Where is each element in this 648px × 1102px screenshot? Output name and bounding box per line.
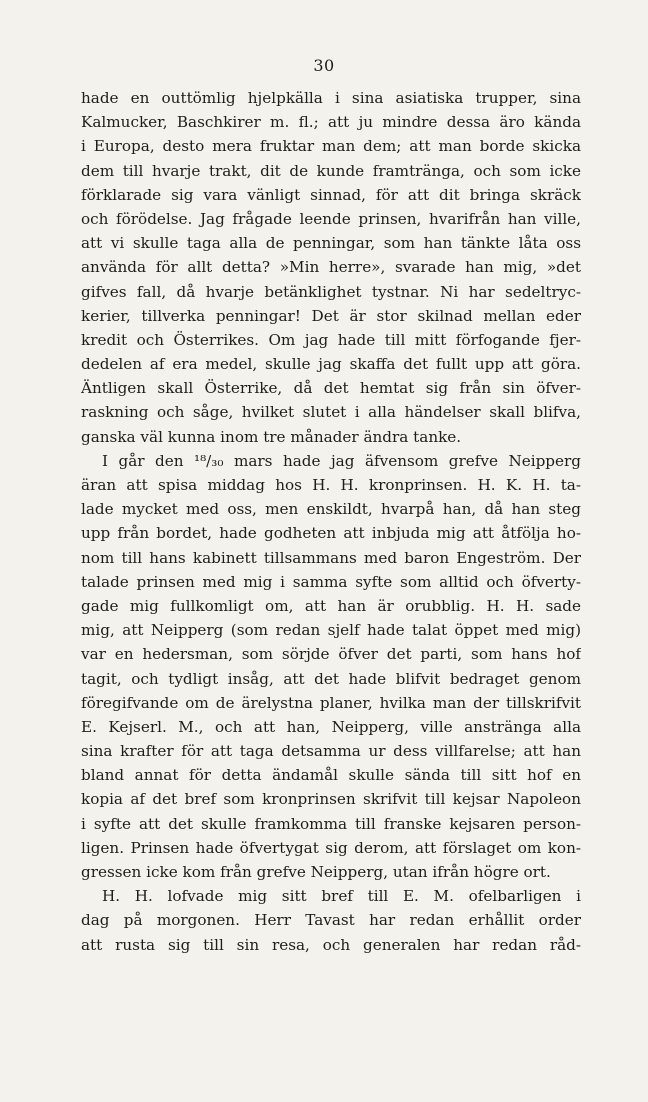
text-line: hade en outtömlig hjelpkälla i sina asiatiska trupper, sina	[81, 89, 581, 107]
text-line: dag på morgonen. Herr Tavast har redan erhållit order	[81, 911, 581, 930]
text-line: Äntligen skall Österrike, då det hemtat sig från sin öfver-	[81, 379, 581, 398]
text-line: E. Kejserl. M., och att han, Neipperg, ville anstränga alla	[81, 717, 581, 736]
text-line: talade prinsen med mig i samma syfte som alltid och öfverty-	[81, 572, 581, 591]
text-line: kopia af det bref som kronprinsen skrifvit till kejsar Napoleon	[81, 790, 581, 809]
text-line: raskning och såge, hvilket slutet i alla händelser skall blifva,	[81, 403, 581, 422]
text-line: mig, att Neipperg (som redan sjelf hade talat öppet med mig)	[81, 621, 581, 640]
page-number: 30	[313, 56, 335, 75]
text-line: att rusta sig till sin resa, och generalen har redan råd-	[81, 935, 581, 954]
text-line: att vi skulle taga alla de penningar, som han tänkte låta oss	[81, 234, 581, 253]
text-line: upp från bordet, hade godheten att inbjuda mig att åtfölja ho-	[81, 524, 581, 543]
text-line: äran att spisa middag hos H. H. kronprinsen. H. K. H. ta-	[81, 476, 581, 494]
text-line: ganska väl kunna inom tre månader ändra tanke.	[81, 427, 462, 446]
body-text	[81, 86, 581, 957]
text-line: tagit, och tydligt insåg, att det hade blifvit bedraget genom	[81, 669, 581, 688]
text-line: kredit och Österrikes. Om jag hade till mitt förfogande fjer-	[81, 330, 581, 349]
text-line: gifves fall, då hvarje betänklighet tystnar. Ni har sedeltryc-	[81, 282, 581, 301]
text-line: lade mycket med oss, men enskildt, hvarpå han, då han steg	[81, 500, 581, 519]
text-line: nom till hans kabinett tillsammans med baron Engeström. Der	[81, 548, 581, 567]
text-line: kerier, tillverka penningar! Det är stor skilnad mellan eder	[81, 306, 581, 325]
text-line: I går den ¹⁸/₃₀ mars hade jag äfvensom grefve Neipperg	[102, 451, 581, 470]
text-line: använda för allt detta? »Min herre», svarade han mig, »det	[81, 258, 581, 277]
text-line: var en hedersman, som sörjde öfver det parti, som hans hof	[81, 645, 581, 664]
text-line: sina krafter för att taga detsamma ur dess villfarelse; att han	[81, 742, 581, 761]
text-line: bland annat för detta ändamål skulle sända till sitt hof en	[81, 766, 581, 785]
text-line: föregifvande om de ärelystna planer, hvilka man der tillskrifvit	[81, 693, 581, 712]
text-line: och förödelse. Jag frågade leende prinsen, hvarifrån han ville,	[81, 209, 581, 228]
text-line: dedelen af era medel, skulle jag skaffa det fullt upp att göra.	[81, 355, 581, 374]
text-line: i syfte att det skulle framkomma till franske kejsaren person-	[81, 814, 581, 833]
text-line: H. H. lofvade mig sitt bref till E. M. ofelbarligen i	[102, 887, 581, 906]
text-line: Kalmucker, Baschkirer m. fl.; att ju mindre dessa äro kända	[81, 113, 581, 132]
text-line: i Europa, desto mera fruktar man dem; att man borde skicka	[81, 137, 581, 156]
text-line: dem till hvarje trakt, dit de kunde framtränga, och som icke	[81, 161, 581, 180]
text-line: förklarade sig vara vänligt sinnad, för att dit bringa skräck	[81, 185, 581, 204]
text-line: gressen icke kom från grefve Neipperg, utan ifrån högre ort.	[81, 863, 551, 881]
text-line: ligen. Prinsen hade öfvertygat sig derom, att förslaget om kon-	[81, 838, 581, 857]
text-line: gade mig fullkomligt om, att han är orubblig. H. H. sade	[81, 596, 581, 615]
